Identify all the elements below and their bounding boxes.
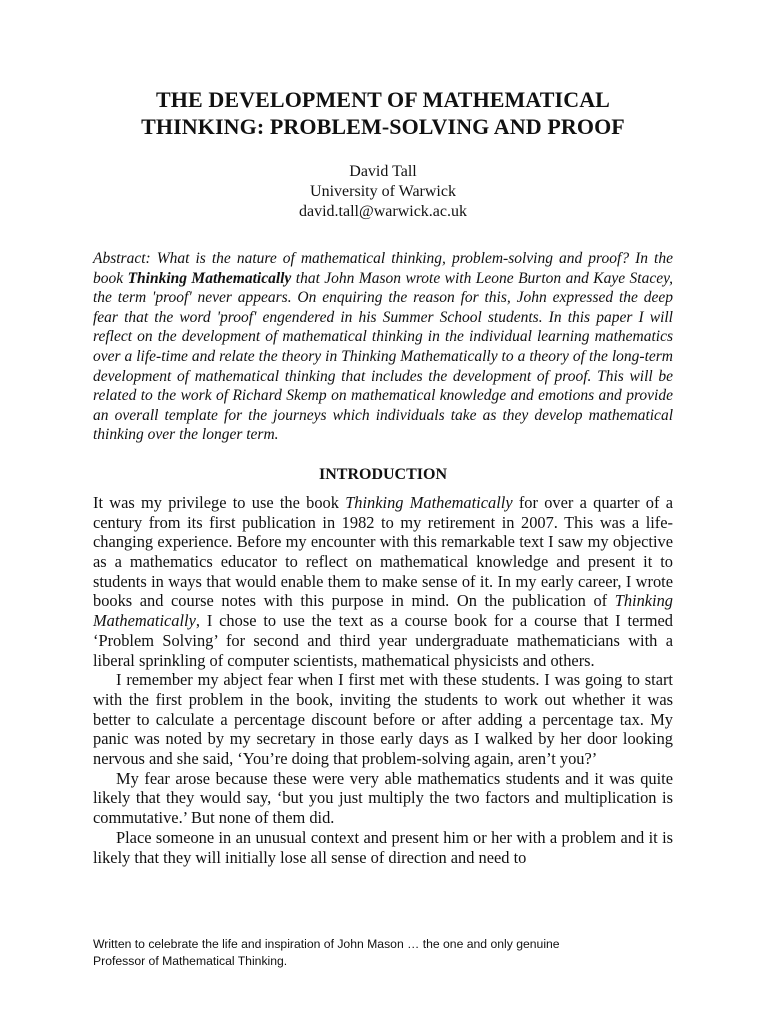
footnote-line-1: Written to celebrate the life and inspiration of John Mason … the one and only genuine — [93, 937, 560, 951]
intro-paragraph-2: I remember my abject fear when I first met with these students. I was going to start with the first problem in the book, inviting the students to work out whether it was better to calculate a percentage discount before or after adding a percentage tax. My panic was noted by my secretary in those early days as I walked by her door looking nervous and she said, ‘You’re doing that problem-solving again, aren’t you?’ — [93, 670, 673, 769]
author-block — [93, 162, 673, 222]
author-email: david.tall@warwick.ac.uk — [298, 203, 467, 220]
intro-p1-book-title-2: Thinking Mathematically — [93, 591, 673, 631]
paper-title — [93, 86, 673, 140]
paper-page — [93, 86, 673, 867]
abstract — [93, 249, 673, 445]
abstract-lead: Abstract: What is the nature of mathematical thinking, problem-solving and proof? In the book — [93, 250, 673, 287]
footnote — [93, 936, 673, 970]
intro-p1-part-c: , I chose to use the text as a course book for a course that I termed ‘Problem Solving’ for second and third year undergraduate mathematicians with a liberal sprinkling of computer scientists, mathematical physicists and others. — [93, 611, 673, 670]
author-name: David Tall — [349, 163, 417, 180]
intro-p1-part-a: It was my privilege to use the book — [93, 492, 346, 512]
section-heading-introduction: INTRODUCTION — [318, 465, 447, 483]
intro-paragraph-3: My fear arose because these were very able mathematics students and it was quite likely that they would say, ‘but you just multiply the two factors and multiplication is commutative.’ But none of them did. — [93, 768, 673, 828]
intro-paragraph-4: Place someone in an unusual context and present him or her with a problem and it is likely that they will initially lose all sense of direction and need to — [93, 827, 673, 867]
intro-p1-part-b: for over a quarter of a century from its first publication in 1982 to my retirement in 2007. This was a life-changing experience. Before my encounter with this remarkable text I saw my objective as a mathematics educator to reflect on mathematical knowledge and present it to students in ways that would enable them to make sense of it. In my early career, I wrote books and course notes with this purpose in mind. On the publication of — [93, 492, 673, 611]
abstract-book-title: Thinking Mathematically — [127, 269, 292, 287]
author-affiliation: University of Warwick — [310, 183, 456, 200]
title-line-2: THINKING: PROBLEM-SOLVING AND PROOF — [141, 114, 625, 139]
title-line-1: THE DEVELOPMENT OF MATHEMATICAL — [156, 87, 610, 112]
abstract-body: that John Mason wrote with Leone Burton and Kaye Stacey, the term 'proof' never appears. On enquiring the reason for this, John expressed the deep fear that the word 'proof' engendered in his Summer School students. In this paper I will reflect on the development of mathematical thinking in the individual learning mathematics over a life-time and relate the theory in Thinking Mathematically to a theory of the long-term development of mathematical thinking that includes the development of proof. This will be related to the work of Richard Skemp on mathematical knowledge and emotions and provide an overall template for the journeys which individuals take as they develop mathematical thinking over the longer term. — [93, 269, 673, 444]
footnote-line-2: Professor of Mathematical Thinking. — [93, 954, 288, 968]
intro-paragraph-1 — [93, 493, 673, 670]
intro-p1-book-title: Thinking Mathematically — [345, 492, 513, 512]
